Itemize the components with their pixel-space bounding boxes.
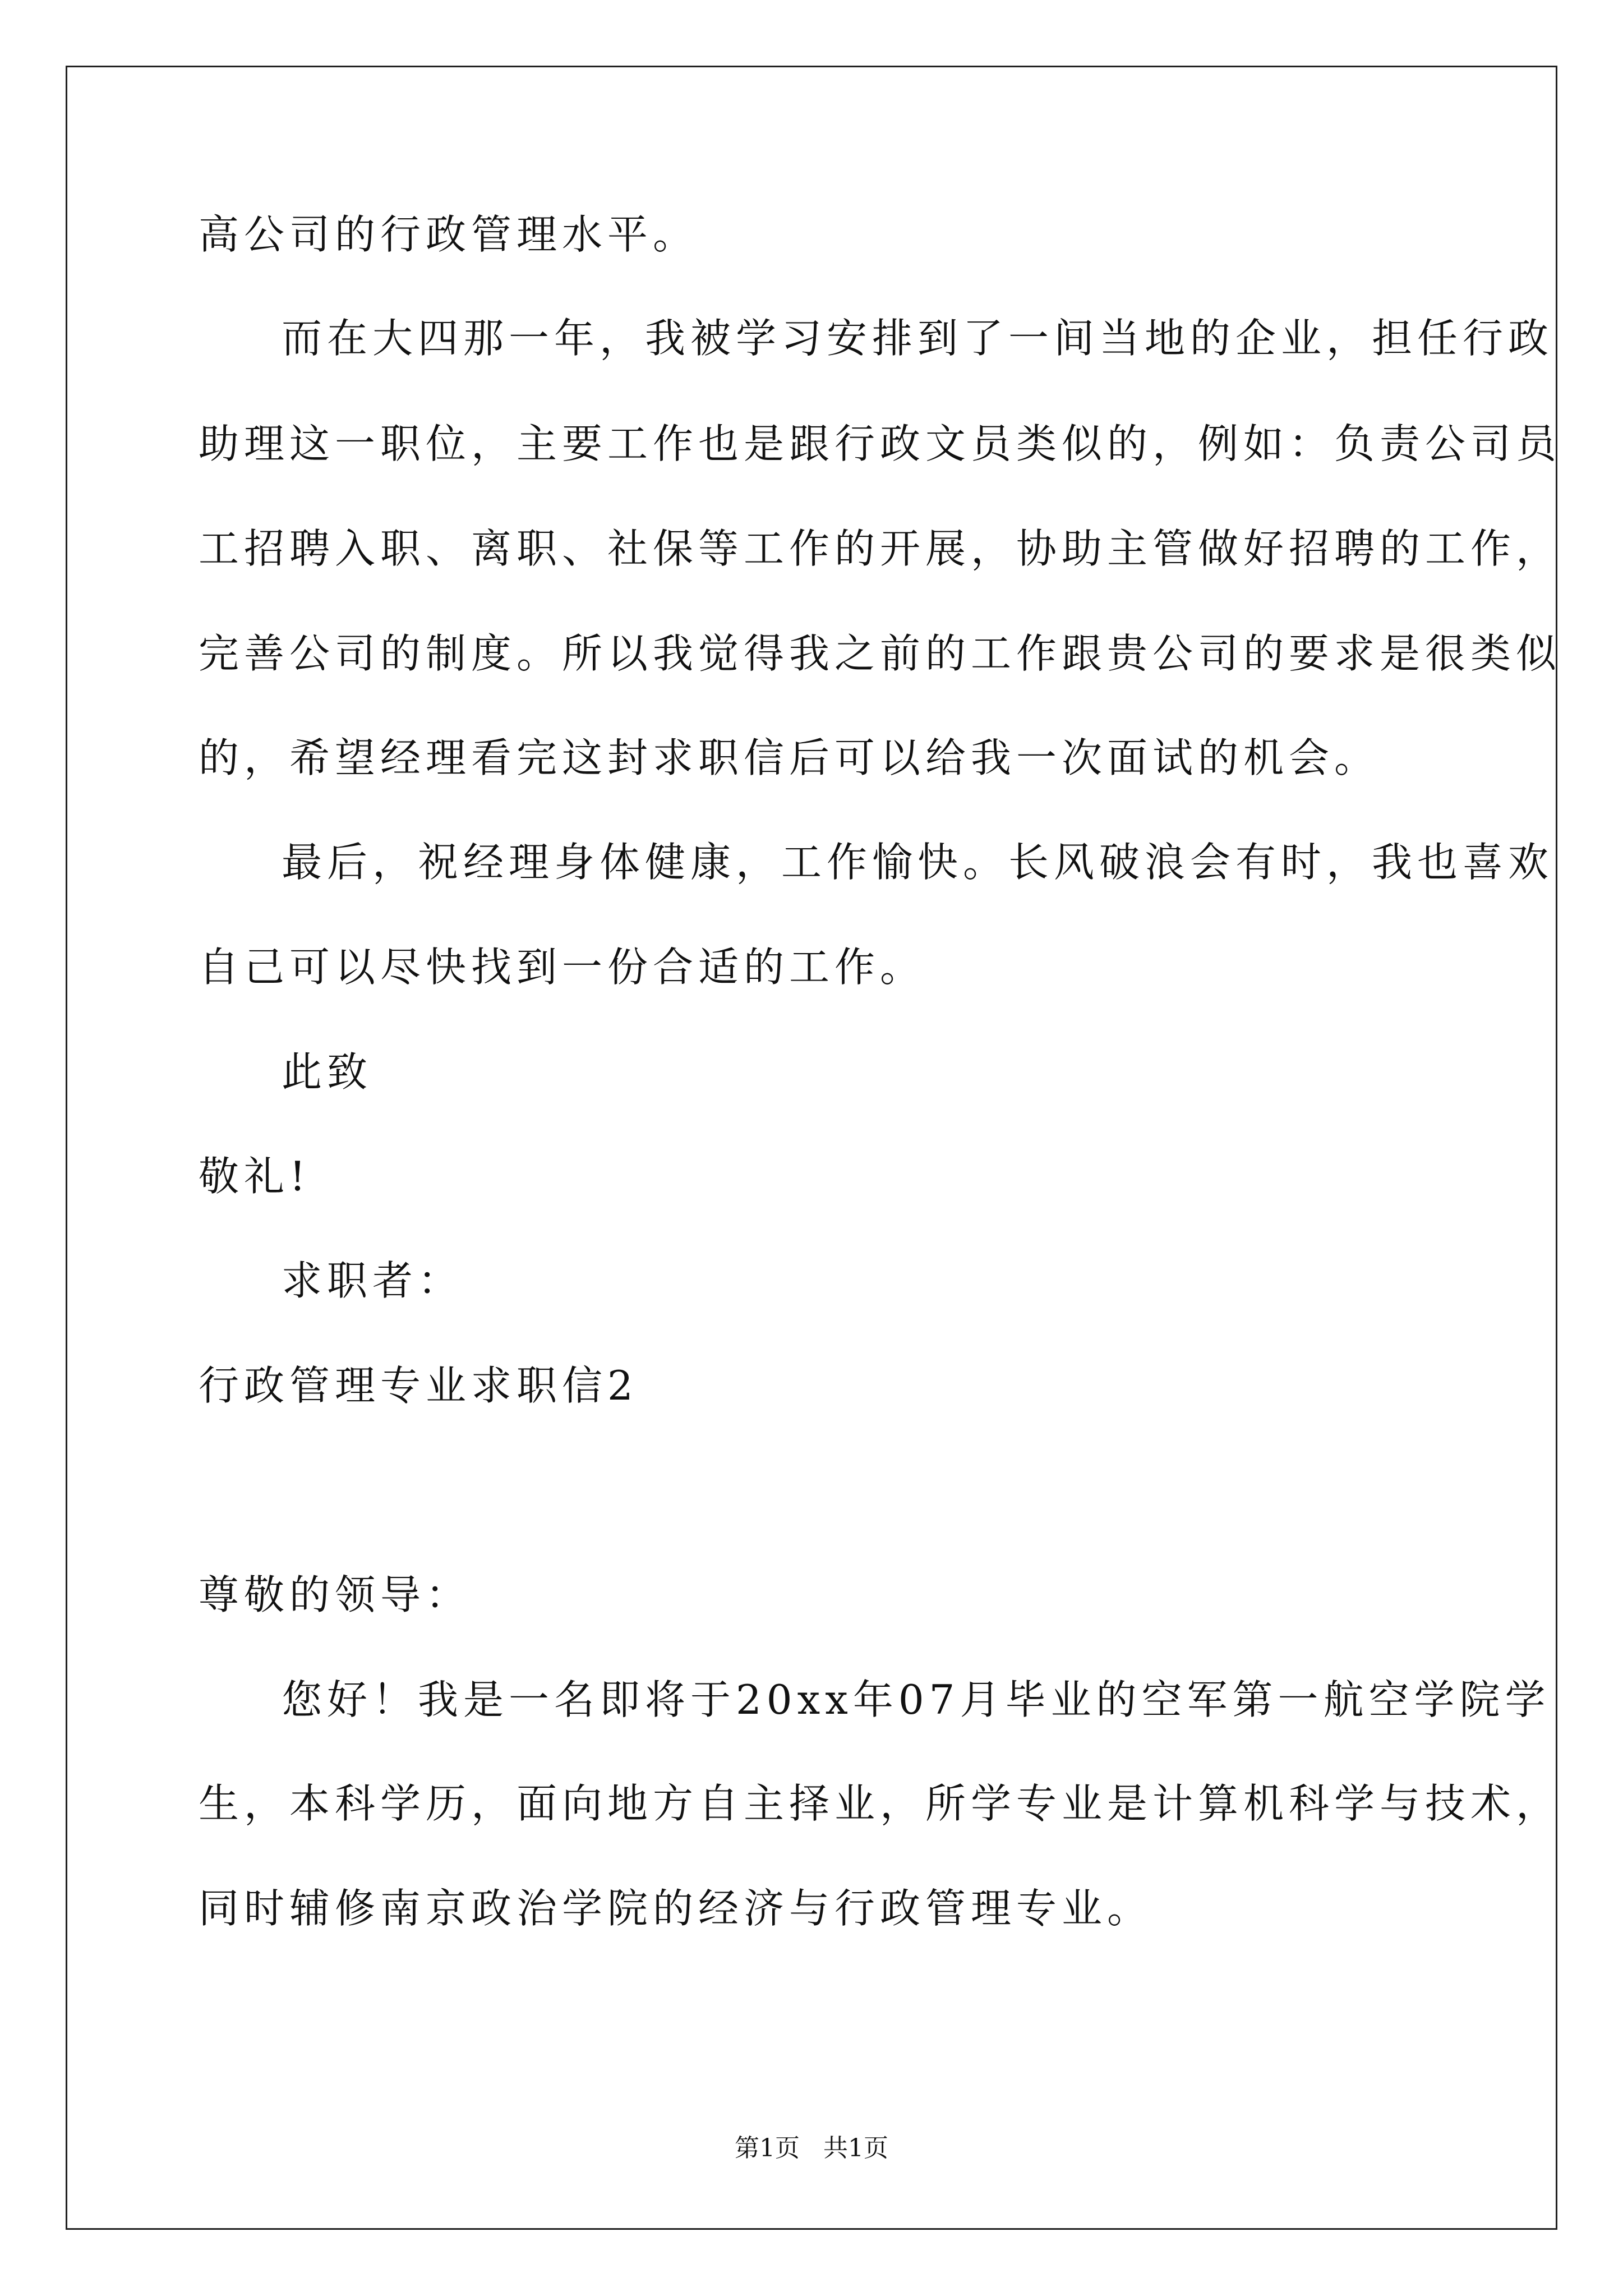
paragraph-line: 的，希望经理看完这封求职信后可以给我一次面试的机会。 [199,734,1380,781]
greeting-line: 尊敬的领导： [199,1571,472,1618]
salutation-line: 敬礼! [199,1153,311,1200]
paragraph-line: 完善公司的制度。所以我觉得我之前的工作跟贵公司的要求是很类似 [199,630,1562,677]
paragraph-line: 您好！我是一名即将于20xx年07月毕业的空军第一航空学院学 [282,1676,1551,1723]
paragraph-line: 工招聘入职、离职、社保等工作的开展，协助主管做好招聘的工作， [199,525,1562,572]
section-title: 行政管理专业求职信2 [199,1362,638,1409]
paragraph-line: 最后，祝经理身体健康，工作愉快。长风破浪会有时，我也喜欢 [282,839,1554,886]
signature-line: 求职者： [282,1257,464,1304]
paragraph-line: 助理这一职位，主要工作也是跟行政文员类似的，例如：负责公司员 [199,420,1562,467]
paragraph-line: 生，本科学历，面向地方自主择业，所学专业是计算机科学与技术， [199,1780,1562,1827]
paragraph-line: 自己可以尽快找到一份合适的工作。 [199,944,926,991]
paragraph-line: 同时辅修南京政治学院的经济与行政管理专业。 [199,1885,1153,1932]
paragraph-line: 高公司的行政管理水平。 [199,211,699,258]
page-footer: 第1页 共1页 [735,2134,888,2162]
closing-line: 此致 [282,1048,373,1096]
paragraph-line: 而在大四那一年，我被学习安排到了一间当地的企业，担任行政 [282,315,1554,362]
